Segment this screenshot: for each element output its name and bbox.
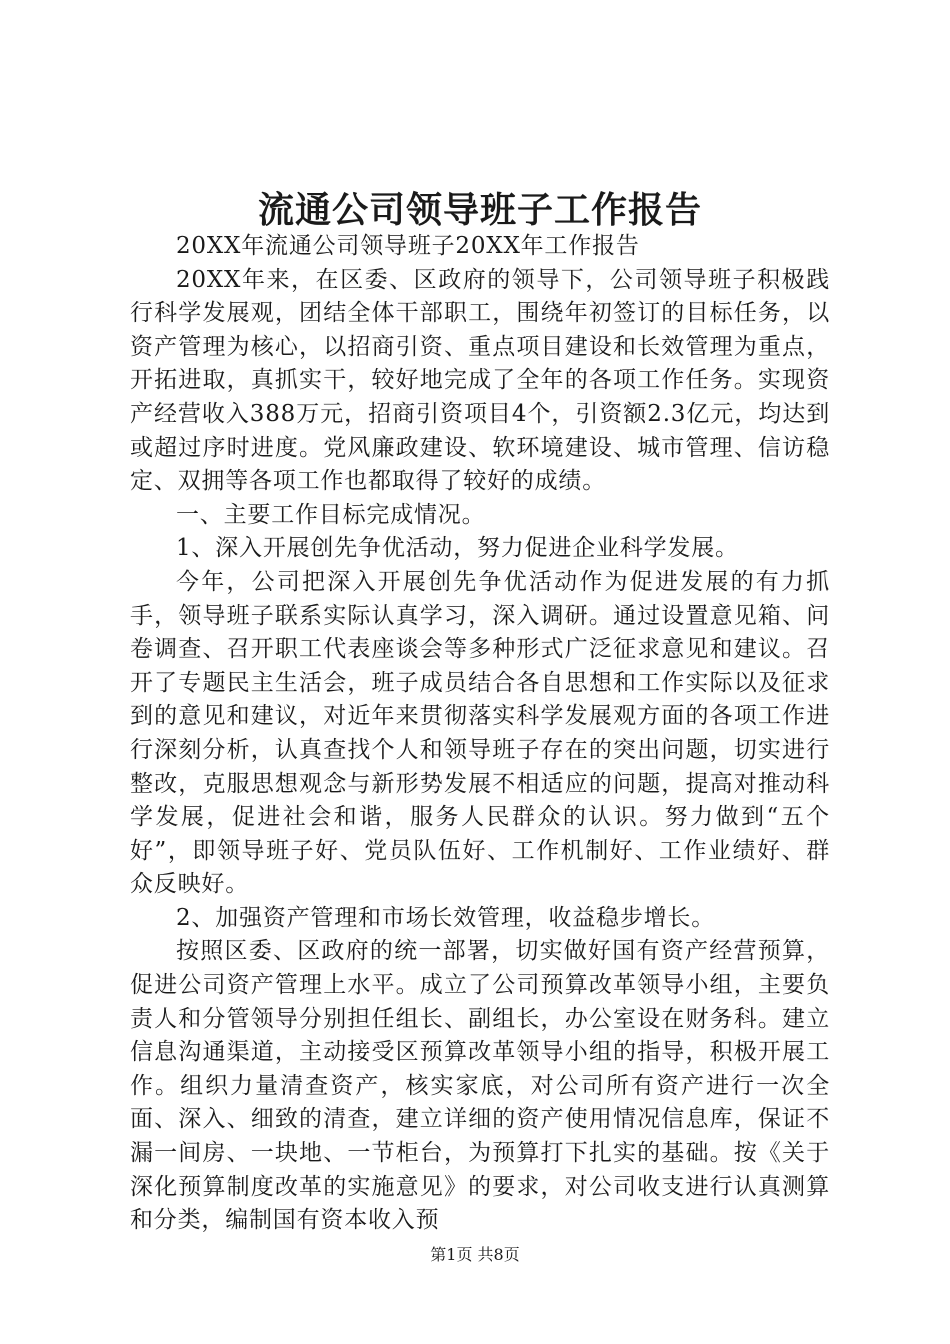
page-footer: 第1页 共8页	[430, 1245, 520, 1264]
subsection-heading-2: 2、加强资产管理和市场长效管理，收益稳步增长。	[176, 904, 716, 931]
section-heading-1: 一、主要工作目标完成情况。	[176, 501, 486, 528]
paragraph-2: 按照区委、区政府的统一部署，切实做好国有资产经营预算，促进公司资产管理上水平。成立了公司预算改革领导小组，主要负责人和分管领导分别担任组长、副组长，办公室设在财务科。建立信息沟通渠道，主动接受区预算改革领导小组的指导，积极开展工作。组织力量清查资产，核实家底，对公司所有资产进行一次全面、深入、细致的清查，建立详细的资产使用情况信息库，保证不漏一间房、一块地、一节柜台，为预算打下扎实的基础。按《关于深化预算制度改革的实施意见》的要求，对公司收支进行认真测算和分类，编制国有资本收入预	[130, 938, 830, 1234]
document-title: 流通公司领导班子工作报告	[257, 189, 702, 231]
paragraph-intro: 20XX年来，在区委、区政府的领导下，公司领导班子积极践行科学发展观，团结全体干部职工，围绕年初签订的目标任务，以资产管理为核心，以招商引资、重点项目建设和长效管理为重点，开拓进取，真抓实干，较好地完成了全年的各项工作任务。实现资产经营收入388万元，招商引资项目4个，引资额2.3亿元，均达到或超过序时进度。党风廉政建设、软环境建设、城市管理、信访稳定、双拥等各项工作也都取得了较好的成绩。	[130, 266, 830, 495]
subsection-heading-1: 1、深入开展创先争优活动，努力促进企业科学发展。	[176, 535, 739, 562]
document-body	[130, 230, 830, 1238]
paragraph-subtitle: 20XX年流通公司领导班子20XX年工作报告	[176, 233, 640, 259]
paragraph-1: 今年，公司把深入开展创先争优活动作为促进发展的有力抓手，领导班子联系实际认真学习，深入调研。通过设置意见箱、问卷调查、召开职工代表座谈会等多种形式广泛征求意见和建议。召开了专题民主生活会，班子成员结合各自思想和工作实际以及征求到的意见和建议，对近年来贯彻落实科学发展观方面的各项工作进行深刻分析，认真查找个人和领导班子存在的突出问题，切实进行整改，克服思想观念与新形势发展不相适应的问题，提高对推动科学发展，促进社会和谐，服务人民群众的认识。努力做到“五个好”，即领导班子好、党员队伍好、工作机制好、工作业绩好、群众反映好。	[130, 568, 830, 898]
